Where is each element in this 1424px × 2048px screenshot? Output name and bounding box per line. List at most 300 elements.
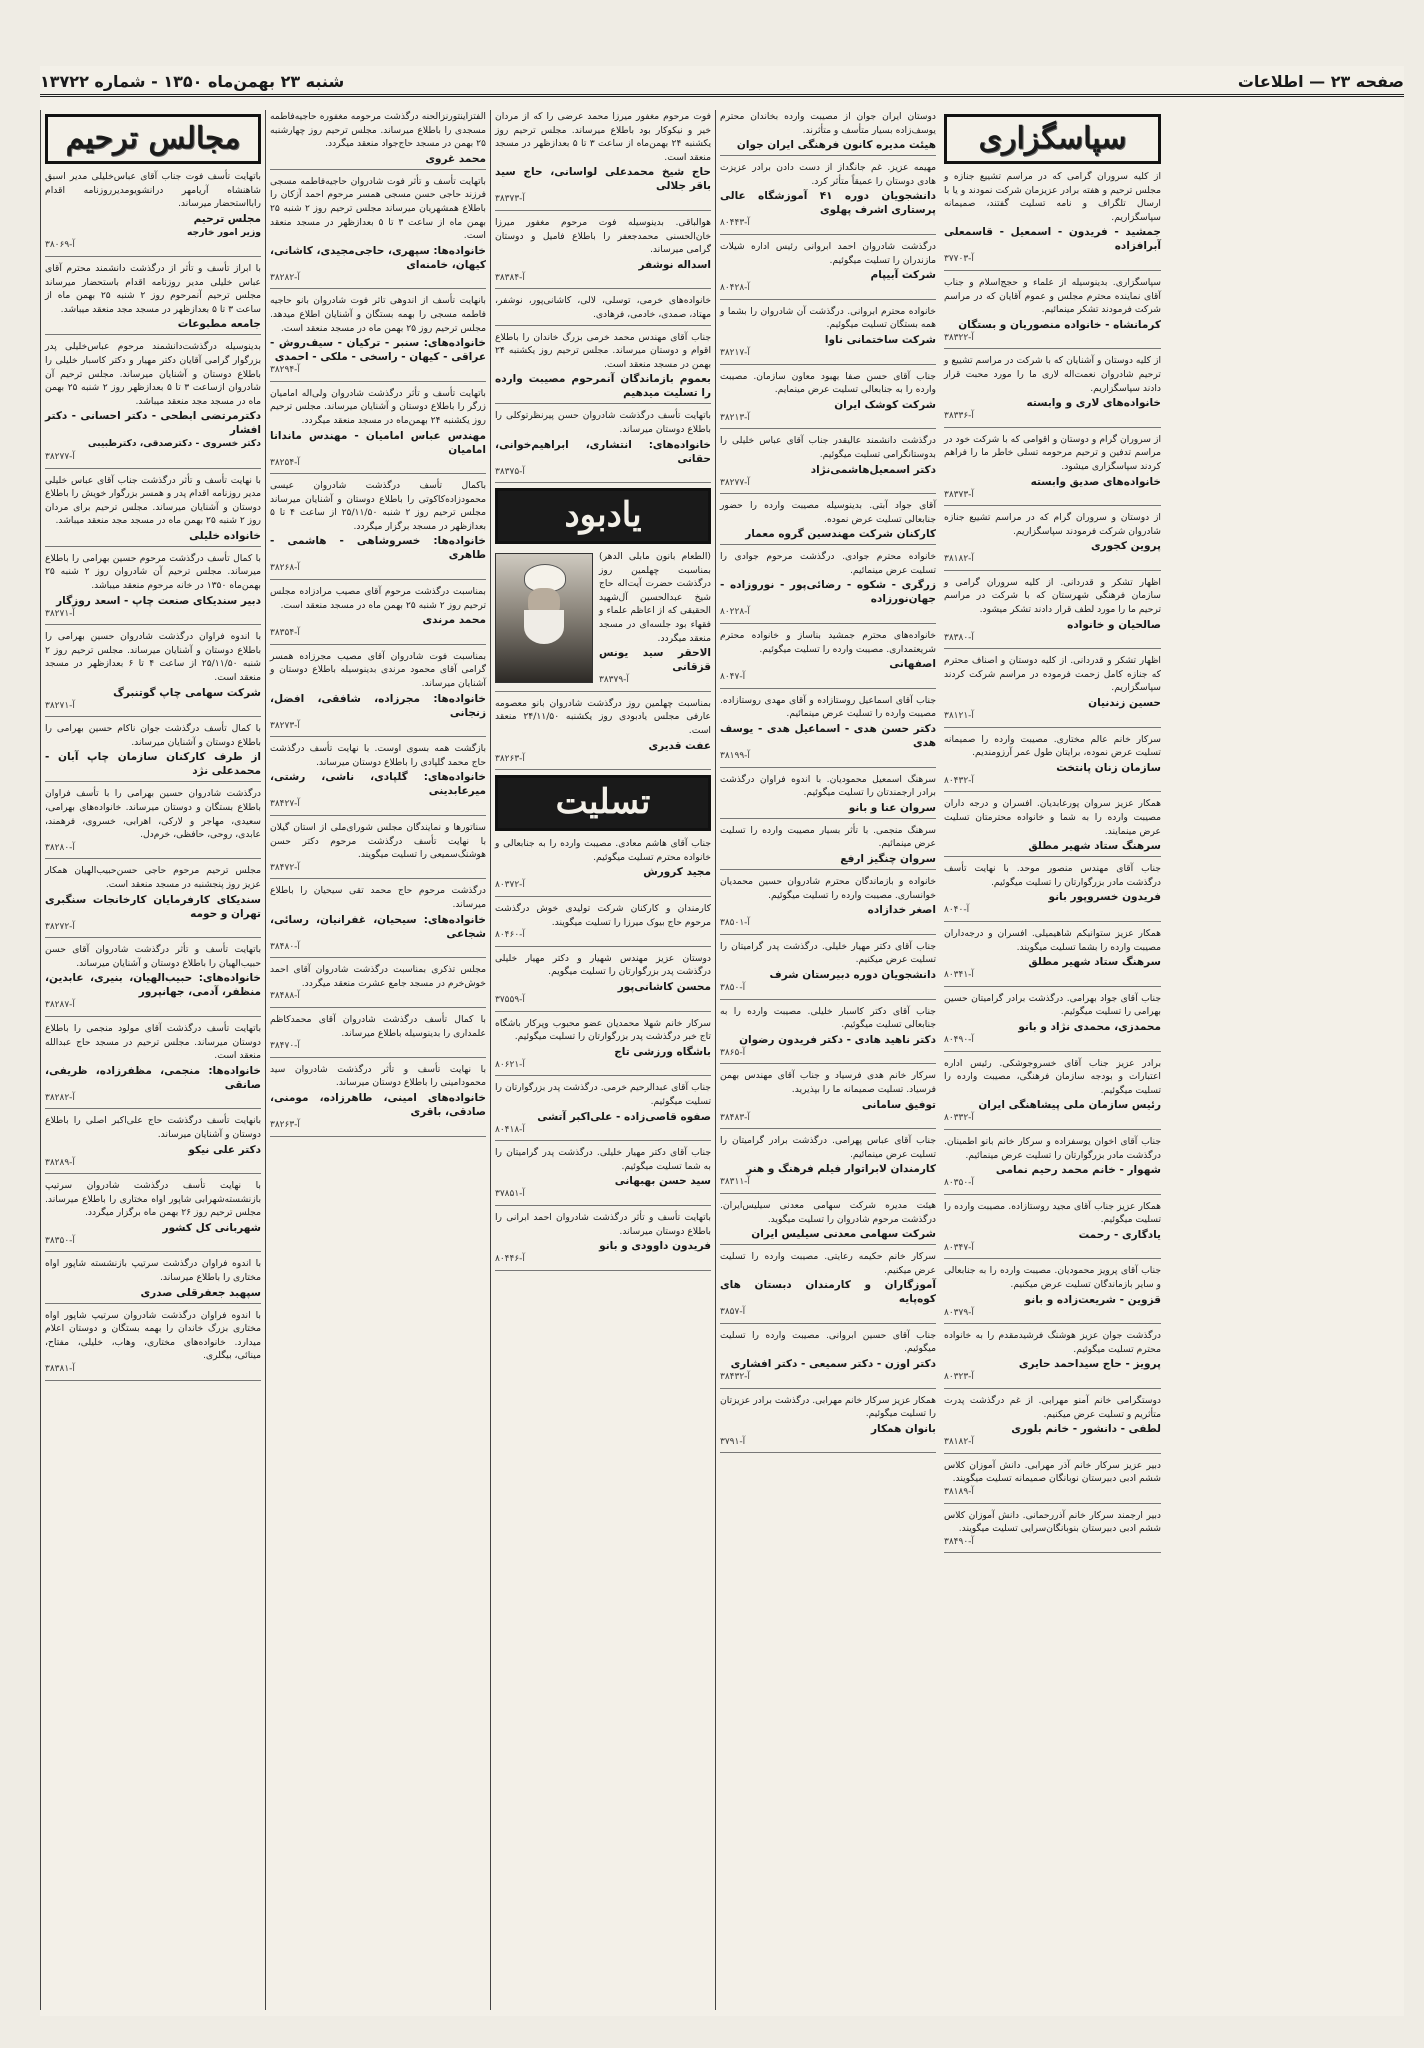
- notice-text: باتهایت تأسف فوت جناب آقای عباس‌خلیلی مدیر اسبق شاهنشاه آریامهر درانشویومدیرروزنامه اقدام رابااستحضار میرساند.: [45, 171, 261, 210]
- notice-text: خانواده‌های محترم جمشید بناساز و خانواده محترم شریعتمداری. مصیبت وارده را تسلیت میگوئیم.: [720, 630, 936, 655]
- notice: [495, 697, 711, 770]
- notice-signer: شرکت آبیپام: [870, 269, 936, 282]
- notice: [270, 1063, 486, 1137]
- notice: [495, 1017, 711, 1077]
- notice-text: جناب آقای دکتر کاسبار خلیلی. مصیبت وارده را به جنابعالی تسلیت میگوئیم.: [720, 1005, 936, 1031]
- notice: [45, 262, 261, 335]
- notice-ad-code: آ-۳۷۷۰۳: [944, 254, 974, 265]
- notice-signer: یادگاری - رحمت: [1078, 1228, 1161, 1241]
- notice-ad-code: آ-۸۰۶۲۱: [495, 1059, 525, 1070]
- notice: [45, 340, 261, 468]
- notice-ad-code: آ-۳۸۵۰: [720, 982, 746, 993]
- notice-signer: بعموم بازماندگان آنمرحوم مصیبت وارده را تسلیت میدهیم: [495, 373, 711, 400]
- notice: [944, 733, 1161, 793]
- notice-ad-code: آ-۸۰۴۱۸: [495, 1124, 525, 1135]
- notice-text: دوستان عزیز مهندس شهیار و دکتر مهیار خلیلی درگذشت پدر بزرگوارتان را تسلیت میگویم.: [495, 952, 711, 978]
- notice-signer: جمشید - فریدون - اسمعیل - قاسمعلی آبرافزاده: [944, 226, 1161, 253]
- notice-signer: مجید کرورش: [643, 866, 711, 879]
- notice-text: خانواده محترم ابروانی. درگذشت آن شادروان را بشما و همه بستگان تسلیت میگوئیم.: [720, 305, 936, 331]
- notice-signer: سرهنگ ستاد شهیر مطلق: [1028, 840, 1161, 853]
- notice-text: سرکار خانم حکیمه رعایتی. مصیبت وارده را تسلیت عرض میکنیم.: [720, 1251, 936, 1276]
- notice-text: آقای جواد آبتی. بدینوسیله مصیبت وارده را حضور جنابعالی تسلیت عرض نموده.: [720, 500, 936, 525]
- notice-ad-code: آ-۳۸۳۵۰: [45, 1235, 75, 1246]
- notice-text: جناب آقای عباس پهرامی. درگذشت برادر گرامیتان را تسلیت عرض مینمائیم.: [720, 1135, 936, 1160]
- notice-text: کارمندان و کارکنان شرکت تولیدی خوش درگذشت مرحوم حاج بیوک میرزا را تسلیت میگویند.: [495, 903, 711, 928]
- notice-text: سناتورها و نمایندگان مجلس شورای‌ملی از استان گیلان با نهایت تأسف درگذشت مرحوم دکتر حسن هوشنگ‌سمیعی را تسلیت میگویند.: [270, 822, 486, 861]
- notice-signer: خانواده‌ها: خسروشاهی - هاشمی - طاهری: [270, 535, 486, 562]
- notice: [720, 1134, 936, 1194]
- notice-signer: شرکت سهامی چاپ گوتنبرگ: [113, 686, 261, 699]
- notice-signer: رئیس سازمان ملی پیشاهنگی ایران: [978, 1099, 1161, 1112]
- sepasgozari-banner: سپاسگزاری: [944, 114, 1161, 164]
- notice-signer: خانواده‌های امینی، طاهرزاده، مومنی، صادقی، باقری: [270, 1091, 486, 1118]
- notice: [495, 837, 711, 897]
- notice: [270, 963, 486, 1008]
- notice-text: سرکار خانم شهلا محمدیان عضو محبوب وپرکار باشگاه تاج خبر درگذشت پدر بزرگوارتان را تسلیت میگوئیم.: [495, 1017, 711, 1043]
- notice-signer: محمد مرندی: [422, 614, 486, 627]
- notice-ad-code: آ-۳۸۲۸۹: [45, 1157, 75, 1168]
- notice-ad-code: آ-۳۸۲۸۲: [270, 272, 300, 283]
- notice-ad-code: آ-۳۸۳۲۲: [944, 332, 974, 343]
- tasliyat-banner: تسلیت: [495, 775, 711, 831]
- notice-signer: محمدزی، محمدی نژاد و بانو: [1018, 1020, 1161, 1033]
- notice-text: هیئت مدیره شرکت سهامی معدنی سیلیس‌ایران. درگذشت مرحوم شادروان را تسلیت میگوید.: [720, 1199, 936, 1225]
- notice-signer: کرمانشاه - خانواده منصوریان و بستگان: [958, 318, 1161, 331]
- notice-ad-code: آ-۸۰۴۶۰: [495, 930, 525, 941]
- notice: [944, 276, 1161, 349]
- notice-ad-code: آ-۸۰۲۲۸: [720, 607, 750, 618]
- notice: [495, 1211, 711, 1271]
- column-grid: [40, 110, 1404, 2010]
- notice-ad-code: آ-۳۸۲۷۷: [45, 451, 75, 462]
- notice: [944, 1509, 1161, 1554]
- notice-text: جناب آقای هاشم معادی. مصیبت وارده را به جنابعالی و خانواده محترم تسلیت میگوئیم.: [495, 838, 711, 863]
- notice-signer: خانواده‌های صدیق وابسته: [1030, 475, 1161, 488]
- notice-text: بانهایت تأسف درگذشت حاج علی‌اکبر اصلی را باطلاع دوستان و آشنایان میرساند.: [45, 1115, 261, 1140]
- notice: [720, 940, 936, 1000]
- notice-ad-code: آ-۳۸۴۲۷: [270, 799, 300, 810]
- notice-ad-code: آ-۳۸۳۷۵: [495, 466, 525, 477]
- notice-text: دوستان ایران جوان از مصیبت وارده بخاندان محترم یوسف‌زاده بسیار متأسف و متأثرند.: [720, 111, 936, 136]
- notice-ad-code: آ-۳۸۳۷۳: [944, 489, 974, 500]
- notice-text: الفتزاینتورنزالحنه درگذشت مرحومه مغفوره حاجیه‌فاطمه مسجدی را باطلاع میرساند. مجلس ترحیم روز چهارشنبه ۲۵ بهمن در مسجد حاج‌جواد منعقد میگردد.: [270, 111, 486, 150]
- notice-text: سرهنگ اسمعیل محمودیان. با اندوه فراوان درگذشت برادر ارجمندتان را تسلیت میگوئیم.: [720, 773, 936, 799]
- notice-text: باتهایت تأسف و تأثر درگذشت شادروان احمد ابرانی را باطلاع دوستان میرساند.: [495, 1211, 711, 1237]
- notice-text: باتهایت تأسف درگذشت شادروان حسن پیرنظرتوکلی را باطلاع دوستان میرساند.: [495, 410, 711, 435]
- notice: [270, 585, 486, 645]
- notice-text: بدینوسیله درگذشت‌دانشمند مرحوم عباس‌خلیلی پدر بزرگوار گرامی آقایان دکتر مهیار و دکتر کاسبار خلیلی را باطلاع دوستان و آشنایان میرساند. مجلس ترحیم آن شادروان ازساعت ۳ تا ۵ بعدازظهر روز ۲ شنبه ۲۵ بهمن ماه در مسجد مجد منعقد میباشد.: [45, 341, 262, 407]
- notice: [270, 650, 486, 737]
- notice-signer: دکتر ناهید هادی - دکتر فریدون رضوان: [739, 1033, 936, 1046]
- notice-signer: مهندس عباس امامیان - مهندس ماندانا امامیان: [270, 429, 486, 456]
- column-sepasgozari: [940, 110, 1165, 2010]
- notice-signer: خانواده‌های: حبیب‌الهیان، بنیری، عابدین، منظفر، آدمی، جهانپرور: [45, 972, 261, 999]
- notice-signer: اصغر خدازاده: [867, 904, 936, 917]
- notice-signer: جامعه مطبوعات: [177, 318, 261, 331]
- notice-ad-code: آ-۳۸۲۶۳: [270, 1119, 300, 1130]
- notice-ad-code: آ-۸۰۴۴۳: [720, 218, 750, 229]
- notice-text: دوستگرامی خانم آمنو مهرابی. از غم درگذشت پدرت متأثریم و تسلیت عرض میکنیم.: [944, 1395, 1161, 1420]
- notice-signer: کارکنان شرکت مهندسین گروه معمار: [745, 528, 936, 541]
- notice-ad-code: آ-۳۸۴۳۲: [720, 1372, 750, 1383]
- notice-ad-code: آ-۸۰۴۴۶: [495, 1254, 525, 1265]
- notice-signer: فریدون داوودی و بانو: [599, 1240, 711, 1253]
- notice-text: جناب آقای مهندس محمد خرمی بزرگ خاندان را باطلاع اقوام و دوستان میرساند. مجلس ترحیم روز یکشنبه ۲۴ بهمن در مسجد منعقد است.: [495, 331, 711, 370]
- notice-text: سپاسگزاری. بدینوسیله از علماء و حجج‌اسلام و جناب آقای نماینده محترم مجلس و عموم آقایان که در مراسم شرکت فرمودند تشکر مینمائیم.: [944, 276, 1161, 316]
- notice-ad-code: آ-۳۸۲۷۲: [45, 921, 75, 932]
- notice-signer: شهوار - خانم محمد رحیم نمامی: [995, 1164, 1161, 1177]
- notice-signer: الاحقر سید یونس قزقانی: [599, 647, 711, 674]
- notice-ad-code: آ-۸۰۳۷۹: [944, 1307, 974, 1318]
- notice: [720, 370, 936, 430]
- notice-text: باتهایت تأسف و تأثر درگذشت شادروان آقای حسن حبیب‌الهیان را باطلاع دوستان و آشنایان میرساند.: [45, 944, 261, 969]
- notice: [45, 1114, 261, 1174]
- column-majales-tarhim: [40, 110, 265, 2010]
- notice-ad-code: آ-۳۸۲۱۷: [720, 347, 750, 358]
- notice-text: همکار عزیز سرکار خانم مهرابی. درگذشت برادر عزیزتان را تسلیت میگوئیم.: [720, 1394, 936, 1420]
- notice-signer: حسین زندنیان: [1088, 697, 1161, 710]
- notice-ad-code: آ-۳۷۹۱: [720, 1436, 746, 1447]
- notice-signer: اصفهانی: [889, 658, 936, 671]
- notice-text: برادر عزیز جناب آقای خسروجوشکی. رئیس اداره اعتبارات و بودجه سازمان فرهنگی، مصیبت وارده را تسلیت میگوئیم.: [944, 1057, 1161, 1096]
- notice-text: از سروران گرام و دوستان و اقوامی که با شرکت خود در مراسم تدفین و ترحیم مرحومه تسلی خاطر ما را فراهم کردند سپاسگزاری میشود.: [944, 433, 1161, 472]
- notice-ad-code: آ-۸۰۴۰: [944, 905, 970, 916]
- notice-text: با اندوه فراوان درگذشت سرتیپ بازنشسته شاپور اواه مختاری را باطلاع میرساند.: [45, 1258, 261, 1284]
- notice-ad-code: آ-۳۸۲۸۷: [45, 1000, 75, 1011]
- notice: [720, 694, 936, 768]
- notice: [720, 1199, 936, 1245]
- notice-text: با نهایت تأسف و تأثر درگذشت شادروان سید محمودامینی را باطلاع دوستان میرساند.: [270, 1063, 486, 1089]
- notice-signer: فریدون خسروپور بانو: [1048, 891, 1161, 904]
- notice-ad-code: آ-۳۸۲۶۸: [270, 563, 300, 574]
- notice-ad-code: آ-۳۸۴۷۲: [270, 862, 300, 873]
- notice-ad-code: آ-۳۸۲۵۴: [270, 457, 300, 468]
- notice-ad-code: آ-۸۰۴۷: [720, 672, 746, 683]
- notice: [944, 797, 1161, 857]
- notice-signer: خانواده‌ها: مجرزاده، شافقی، افضل، زنجانی: [270, 692, 486, 719]
- notice-signer: سروان چنگیز ارفع: [840, 853, 936, 865]
- notice-text: اظهار تشکر و قدردانی. از کلیه سروران گرامی و سازمان فرهنگی شهرستان که با شرکت در مراسم ترحیم ما را مورد لطف قرار دادند تشکر میشود.: [944, 576, 1161, 616]
- notice: [944, 1264, 1161, 1324]
- notice: [720, 1005, 936, 1065]
- notice-text: همکار عزیز جناب آقای مجید روستازاده. مصیبت وارده را تسلیت میگوئیم.: [944, 1200, 1161, 1226]
- notice-text: درگذشت جوان عزیز هوشنگ فرشیدمقدم را به خانواده محترم تسلیت میگوئیم.: [944, 1330, 1161, 1355]
- notice: [45, 630, 261, 717]
- notice-ad-code: آ-۳۸۳۸۰: [944, 632, 974, 643]
- notice-ad-code: آ-۳۸۲۱۳: [720, 412, 750, 423]
- notice-signer: خانواده‌های: گلپادی، ناشی، رشتی، میرعابدینی: [270, 771, 486, 798]
- notice-signer: دکتر علی نیکو: [188, 1143, 261, 1156]
- notice: [270, 479, 486, 580]
- notice: [720, 110, 936, 156]
- notice-text: خانواده و بازماندگان محترم شادروان حسین محمدیان خوانساری. مصیبت وارده را تسلیت میگوئیم.: [720, 876, 936, 901]
- column-3: [490, 110, 715, 2010]
- page-masthead: [40, 68, 1404, 97]
- cleric-portrait: [495, 553, 593, 683]
- notice-signer: شرکت ساختمانی ناوا: [824, 333, 936, 346]
- column-4: [715, 110, 940, 2010]
- notice: [720, 824, 936, 870]
- notice-text: جناب آقای حسن صفا بهبود معاون سازمان. مصیبت وارده را به جنابعالی تسلیت عرض مینمایم.: [720, 370, 936, 396]
- notice: [944, 354, 1161, 427]
- notice-signer: سندیکای کارفرمایان کارخانجات سنگبری تهران و حومه: [45, 893, 261, 920]
- notice-ad-code: آ-۳۸۱۸۹: [944, 1487, 974, 1497]
- notice-ad-code: آ-۸۰۳۲۳: [944, 1372, 974, 1383]
- notice-signer: خانواده‌های: انتشاری، ابراهیم‌خوانی، حقانی: [495, 438, 711, 465]
- notice-ad-code: آ-۳۸۲۸۰: [45, 842, 75, 853]
- notice-text: از کلیه سروران گرامی که در مراسم تشییع جنازه و مجلس ترحیم و هفته برادر عزیزمان شرکت نمودند و یا با ارسال تلگراف و نامه تسلیت گفتند، صمیمانه سپاسگزاریم.: [944, 171, 1161, 223]
- notice-ad-code: آ-۳۸۱۹۹: [720, 751, 750, 762]
- notice-text: بانهایت تأسف از اندوهی تاثر فوت شادروان بانو حاجیه فاطمه مسجی را بهمه بستگان و آشنایان اطلاع میدهد. مجلس ترحیم روز ۲۵ بهمن ماه در مسجد منعقد است.: [270, 295, 486, 334]
- notice-text: جناب آقای حسین ابروانی. مصیبت وارده را تسلیت میگوئیم.: [720, 1329, 936, 1355]
- notice-ad-code: آ-۳۸۳۳۶: [944, 411, 974, 422]
- notice-text: با اندوه فراوان درگذشت شادروان سرتیپ شاپور اواه مختاری بزرگ خاندان را بهمه بستگان و دوستان اعلام میدارد. خانواده‌های مختاری، وهاب، خلیلی، مفتاح، مینائی، بیگلری.: [45, 1309, 261, 1362]
- notice: [495, 216, 711, 289]
- notice: [944, 1394, 1161, 1454]
- notice-ad-code: آ-۳۸۲۷۱: [45, 608, 75, 619]
- notice-text: باتهایت تأسف درگذشت آقای مولود منجمی را باطلاع دوستان میرساند. مجلس ترحیم در مسجد حاج عبدالله منعقد است.: [45, 1022, 261, 1062]
- notice-text: فوت مرحوم مغفور میرزا محمد عرضی را که از مردان خیر و نیکوکار بود باطلاع میرساند. مجلس ترحیم روز یکشنبه ۲۴ بهمن‌ماه از ساعت ۳ تا ۵ بعدازظهر در مسجد منعقد است.: [495, 111, 712, 163]
- notice-ad-code: آ-۸۰۳۴۷: [944, 1242, 974, 1253]
- notice: [495, 902, 711, 947]
- notice-signer: شرکت کوشک ایران: [834, 398, 936, 411]
- notice-ad-code: آ-۳۸۲۷۱: [45, 700, 75, 711]
- notice: [45, 1257, 261, 1303]
- notice-text: بمناسبت فوت شادروان آقای مصیب مجرزاده همسر گرامی آقای محمود مرندی بدینوسیله باطلاع دوستان و آشنایان میرساند.: [270, 650, 486, 690]
- notice-text: با اندوه فراوان درگذشت شادروان حسین بهرامی را باطلاع دوستان و آشنایان میرساند. مجلس ترحیم روز ۲ شنبه ۲۵/۱۱/۵۰ از ساعت ۴ تا ۶ بعدازظهر در مسجد منعقد است.: [45, 631, 261, 684]
- notice: [720, 875, 936, 935]
- notice: [720, 629, 936, 689]
- notice-ad-code: آ-۳۸۴۹۰: [944, 1536, 974, 1547]
- notice-text: مجلس ترحیم مرحوم حاجی حسن‌حبیب‌الهیان همکار عزیز روز پنجشنبه در مسجد منعقد است.: [45, 865, 261, 890]
- notice-ad-code: آ-۸۰۴۳۲: [944, 775, 974, 786]
- notice: [944, 1135, 1161, 1195]
- notice-signer: توفیق سامانی: [861, 1098, 936, 1111]
- notice-ad-code: آ-۸۰۴۹۰: [944, 1034, 974, 1045]
- notice-ad-code: آ-۸۰۴۲۸: [720, 283, 750, 294]
- notice-text: سرکار خانم هدی فرسیاد و جناب آقای مهندس بهمن فرسیاد. تسلیت صمیمانه ما را بپذیرید.: [720, 1070, 936, 1095]
- notice-families: دکتر خسروی - دکترصدقی، دکترطبیبی: [87, 438, 261, 450]
- notice-signer: صالحیان و خانواده: [1067, 618, 1161, 631]
- notice: [720, 161, 936, 235]
- notice-ad-code: آ-۳۸۰۶۹: [45, 240, 75, 251]
- notice-signer: شرکت سهامی معدنی سیلیس ایران: [751, 1228, 936, 1241]
- notice-signer: آموزگاران و کارمندان دبستان های کوه‌پایه: [720, 1279, 936, 1306]
- notice: [45, 864, 261, 938]
- notice-text: درگذشت شادروان حسین بهرامی را با تأسف فراوان باطلاع بستگان و دوستان میرساند. خانواده‌های بهرامی، سعیدی، مهاجر و لارکی، اهرابی، خسروی، فرهمند، عابدی، روحی، حافظی، خرم‌دل.: [45, 788, 261, 841]
- notice-signer: سپهبد جعفرقلی صدری: [140, 1286, 261, 1299]
- notice-text: درگذشت شادروان احمد ابروانی رئیس اداره شیلات مازندران را تسلیت میگوئیم.: [720, 240, 936, 266]
- notice-ad-code: آ-۳۸۲۹۴: [270, 365, 300, 376]
- notice-ad-code: آ-۸۰۳۷۲: [495, 880, 525, 891]
- notice: [944, 511, 1161, 571]
- notice: [944, 992, 1161, 1052]
- notice-signer: خانواده‌های لاری و وابسته: [1026, 397, 1161, 410]
- notice-signer: خانواده‌های: سیحیان، غفرانیان، رسائی، شجاعی: [270, 913, 486, 940]
- notice-ad-code: آ-۳۸۳۱۱: [720, 1177, 750, 1188]
- notice-ad-code: آ-۳۸۴۷۰: [270, 1041, 300, 1052]
- notice: [270, 742, 486, 816]
- notice-ad-code: آ-۳۸۲۶۳: [495, 753, 525, 764]
- notice-signer: سروان عنا و بانو: [848, 801, 936, 814]
- notice-text: با نهایت تأسف درگذشت شادروان سرتیپ بازنشسته‌شهرابی شاپور اواه مختاری را باطلاع میرساند. مجلس ترحیم روز ۲۶ بهمن ماه برگزار میگردد.: [45, 1180, 261, 1219]
- notice: [720, 499, 936, 545]
- notice: [45, 552, 261, 625]
- notice-text: با نهایت تأسف و تأثر درگذشت جناب آقای عباس خلیلی مدیر روزنامه اقدام پدر و همسر بزرگوار خویش را باطلاع دوستان و آشنایان میرساند. مجلس ترحیم برای مردان روز ۲ شنبه ۲۵ بهمن ماه در مسجد مجد منعقد میباشد.: [45, 474, 261, 527]
- notice-text: از کلیه دوستان و آشنایان که با شرکت در مراسم تشییع و ترحیم شادروان نعمت‌اله لاری ما را مورد محبت قرار دادند سپاسگزاریم.: [944, 355, 1161, 394]
- notice: [944, 927, 1161, 987]
- notice-ad-code: آ-۳۸۴۸۸: [270, 991, 300, 1002]
- majales-tarhim-banner: مجالس ترحیم: [45, 114, 261, 164]
- notice-signer: کارمندان لابراتوار فیلم فرهنگ و هنر: [746, 1163, 936, 1176]
- notice-ad-code: آ-۳۸۶۵: [720, 1047, 746, 1058]
- notice: [45, 1309, 261, 1381]
- notice: [720, 305, 936, 365]
- notice-text: با کمال تأسف درگذشت شادروان آقای محمدکاظم علمداری را بدینوسیله باطلاع میرساند.: [270, 1013, 486, 1039]
- notice-text: باکمال تأسف درگذشت شادروان عیسی محمودزاده‌کاکوتی را باطلاع دوستان و آشنایان میرساند مجلس ترحیم روز ۲ شنبه ۲۵/۱۱/۵۰ از ساعت ۴ تا ۵ بعدازظهر در مسجد برگزار میگردد.: [270, 480, 486, 532]
- notice-text: جناب آقای اسماعیل روستازاده و آقای مهدی روستازاده. مصیبت وارده را تسلیت عرض مینمائیم.: [720, 694, 936, 720]
- notice-ad-code: آ-۳۸۲۷۳: [270, 720, 300, 731]
- notice-signer: حاج شیخ محمدعلی لواسانی، حاج سید باقر جلالی: [495, 166, 711, 193]
- notice-text: اظهار تشکر و قدردانی. از کلیه دوستان و اصناف محترم که جنازه کامل زحمت فرموده در مراسم شرکت کردند سپاسگزاریم.: [944, 655, 1161, 694]
- notice-ad-code: آ-۳۸۳۸۱: [45, 1364, 75, 1375]
- notice-text: جناب آقای دکتر مهیار خلیلی. درگذشت پدر گرامیتان را به شما تسلیت میگوئیم.: [495, 1147, 711, 1172]
- notice-ad-code: آ-۳۸۵۰۱: [720, 918, 750, 929]
- notice-text: همکار عزیز سروان پورعابدیان. افسران و درجه داران مصیبت وارده را به شما و خانواده محترمتان تسلیت عرض مینمایند.: [944, 798, 1161, 837]
- notice: [944, 433, 1161, 506]
- masthead-date-issue: شنبه ۲۳ بهمن‌ماه ۱۳۵۰ - شماره ۱۳۷۲۲: [40, 71, 345, 91]
- notice-text: از دوستان و سروران گرام که در مراسم تشییع جنازه شادروان شرکت فرمودند سپاسگزاریم.: [944, 512, 1161, 537]
- notice-text: بمناسبت چهلمین روز درگذشت شادروان بانو معصومه عارفی مجلس یادبودی روز یکشنبه ۲۴/۱۱/۵۰ منعقد است.: [495, 697, 711, 737]
- notice-signer: عفت قدیری: [648, 739, 711, 752]
- notice-signer: دکتر اسمعیل‌هاشمی‌نژاد: [810, 463, 936, 476]
- notice-ad-code: آ-۸۰۳۳۲: [944, 1113, 974, 1124]
- notice-ad-code: آ-۳۷۵۵۹: [495, 994, 525, 1005]
- notice: [45, 474, 261, 547]
- notice-ad-code: آ-۳۸۱۲۱: [944, 711, 974, 722]
- notice: [944, 576, 1161, 649]
- notice-ad-code: آ-۳۸۳۷۹: [599, 675, 629, 686]
- notice-signer: دبیر سندیکای صنعت چاپ - اسعد روزگار: [56, 594, 261, 607]
- notice: [944, 1459, 1161, 1504]
- notice-text: مجلس تذکری بمناسبت درگذشت شادروان آقای احمد خوش‌خرم در مسجد جامع عشرت منعقد میگردد.: [270, 964, 486, 989]
- notice: [45, 170, 261, 257]
- notice: [270, 175, 486, 290]
- notice-signer: محمد غروی: [425, 152, 486, 165]
- notice-text: درگذشت دانشمند عالیقدر جناب آقای عباس خلیلی را بدوستانگرامی تسلیت میگوئیم.: [720, 435, 936, 460]
- notice-text: خانواده‌های خرمی، توسلی، لالی، کاشانی‌پور، نوشفر، مهتاد، صمدی، خادمی، فرهادی.: [495, 295, 711, 320]
- notice: [720, 1250, 936, 1324]
- notice: [720, 773, 936, 819]
- notice: [495, 952, 711, 1012]
- notice: [495, 331, 711, 405]
- notice-text: بمناسبت درگذشت مرحوم آقای مصیب مرادزاده مجلس ترحیم روز ۲ شنبه ۲۵ بهمن ماه در مسجد منعقد است.: [270, 586, 486, 611]
- notice-signer: پرویز - حاج سیداحمد حایری: [1018, 1358, 1161, 1371]
- notice-text: جناب آقای اخوان یوسفزاده و سرکار خانم بانو اطمینان. درگذشت مادر بزرگوارتان را تسلیت عرض مینمائیم.: [944, 1135, 1161, 1161]
- notice-text: جناب آقای دکتر مهیار خلیلی. درگذشت پدر گرامیتان را تسلیت عرض میکنیم.: [720, 940, 936, 966]
- notice-text: با کمال تأسف درگذشت مرحوم حسین بهرامی را باطلاع میرساند. مجلس ترحیم آن شادروان روز ۲ شنبه ۲۵ بهمن‌ماه ۱۳۵۰ در خانه مرحوم منعقد میباشد.: [45, 552, 261, 592]
- notice-text: جناب آقای عبدالرحیم خرمی. درگذشت پدر بزرگوارتان را تسلیت میگوئیم.: [495, 1082, 711, 1107]
- notice: [720, 240, 936, 300]
- notice: [720, 1394, 936, 1454]
- notice-signer: زرگری - شکوه - رضائی‌پور - نوروزاده - جهان‌نورزاده: [720, 579, 936, 606]
- notice-signer: خانواده‌ها: سپهری، حاجی‌مجیدی، کاشانی، کیهان، خامنه‌ای: [270, 244, 486, 271]
- notice-ad-code: آ-۳۸۳۵۴: [270, 628, 300, 639]
- notice-signer: قزوین - شریعت‌زاده و بانو: [1024, 1293, 1161, 1306]
- notice-signer: بانوان همکار: [870, 1422, 936, 1435]
- notice: [495, 1081, 711, 1141]
- notice-signer: اسداله نوشفر: [638, 258, 711, 271]
- notice-signer: خانواده خلیلی: [189, 529, 261, 542]
- notice-signer: باشگاه ورزشی تاج: [614, 1045, 711, 1058]
- notice: [45, 1179, 261, 1252]
- notice: [720, 1329, 936, 1389]
- notice-signer: سازمان زنان پانتخت: [1056, 761, 1161, 774]
- notice-text: سرهنگ منجمی. با تأثر بسیار مصیبت وارده را تسلیت عرض مینمائیم.: [720, 824, 936, 850]
- notice-signer: شهربانی کل کشور: [162, 1221, 261, 1234]
- notice-ad-code: آ-۳۸۳۷۳: [495, 194, 525, 205]
- notice-signer: هیئت مدیره کانون فرهنگی ایران جوان: [736, 139, 936, 152]
- notice: [270, 1013, 486, 1058]
- notice: [270, 387, 486, 474]
- notice: [45, 943, 261, 1017]
- notice: [720, 434, 936, 494]
- notice-signer: دکتر حسن هدی - اسماعیل هدی - یوسف هدی: [720, 723, 936, 750]
- notice-signer: خانواده‌ها: منجمی، مظفرزاده، ظریفی، صانقی: [45, 1064, 261, 1091]
- notice-signer: از طرف کارکنان سازمان چاپ آبان - محمدعلی نژد: [45, 751, 261, 778]
- notice-signer: صفوه قاصی‌زاده - علی‌اکبر آتشی: [537, 1110, 711, 1123]
- notice: [270, 884, 486, 958]
- notice-text: درگذشت مرحوم حاج محمد تقی سیحیان را باطلاع میرساند.: [270, 885, 486, 910]
- notice-text: دبیر عزیز سرکار خانم آذر مهرابی. دانش آموزان کلاس ششم ادبی دبیرستان نوبانگان صمیمانه تسلیت میگویند.: [944, 1459, 1161, 1485]
- notice-signer: سرهنگ ستاد شهیر مطلق: [1028, 956, 1161, 969]
- notice-text: خانواده محترم جوادی. درگذشت مرحوم جوادی را تسلیت عرض مینمائیم.: [720, 551, 936, 576]
- notice: [45, 722, 261, 782]
- notice: [270, 821, 486, 879]
- notice: [495, 409, 711, 483]
- notice: [944, 1329, 1161, 1389]
- notice-families: وزیر امور خارجه: [186, 226, 261, 238]
- notice-ad-code: آ-۳۸۳۸۴: [495, 272, 525, 283]
- notice-ad-code: آ-۳۸۱۸۲: [944, 1437, 974, 1448]
- notice-text: مهیمه عزیز. غم جانگداز از دست دادن برادر عزیزت هادی دوستان را عمیقاً متأثر کرد.: [720, 162, 936, 187]
- notice-text: باتهایت تأسف و تأثر فوت شادروان حاجیه‌فاطمه مسجی فرزند حاجی حسن مسجی همسر مرحوم احمد آزکان را باطلاع همشهریان میرساند مجلس ترحیم روز ۲ شنبه ۲۵ بهمن ماه از ساعت ۳ تا ۵ بعدازظهر در مسجد منعقد است.: [270, 175, 486, 242]
- notice: [495, 110, 711, 211]
- notice-signer: مجلس ترحیم: [193, 212, 261, 225]
- notice-text: همکار عزیز ستوانیکم شاهیمیلی. افسران و درجه‌داران مصیبت وارده را بشما تسلیت میگویند.: [944, 927, 1161, 953]
- notice-signer: دکتر اوزن - دکتر سمیعی - دکتر افشاری: [730, 1358, 936, 1371]
- notice-ad-code: آ-۸۰۳۴۱: [944, 970, 974, 981]
- notice-text: دبیر ارجمند سرکار خانم آذررحمانی. دانش آموزان کلاس ششم ادبی دبیرستان بنوبانگان‌سرایی تسلیت میگویند.: [944, 1509, 1161, 1535]
- notice-ad-code: آ-۳۸۵۷: [720, 1307, 746, 1318]
- notice: [944, 654, 1161, 727]
- notice: [495, 1146, 711, 1206]
- notice: [495, 294, 711, 325]
- notice-signer: پروین کجوری: [1091, 540, 1161, 553]
- notice-ad-code: آ-۳۸۲۸۲: [45, 1092, 75, 1103]
- notice: [944, 1200, 1161, 1260]
- notice: [45, 787, 261, 859]
- notice-ad-code: آ-۳۸۱۸۲: [944, 554, 974, 565]
- notice-ad-code: آ-۳۸۲۷۷: [720, 477, 750, 488]
- notice: [270, 110, 486, 170]
- column-2: [265, 110, 490, 2010]
- notice-signer: سید حسن بهبهانی: [614, 1175, 711, 1188]
- notice: [720, 550, 936, 624]
- notice-text: جناب آقای جواد بهرامی. درگذشت برادر گرامیتان حسین بهرامی را تسلیت میگوئیم.: [944, 992, 1161, 1018]
- notice-signer: لطفی - دانشور - خانم بلوری: [1011, 1423, 1161, 1436]
- notice-text: هوالباقی. بدینوسیله فوت مرحوم مغفور میرزا خان‌الحسنی محمدجعفر را باطلاع فامیل و دوستان گرامی میرساند.: [495, 216, 711, 256]
